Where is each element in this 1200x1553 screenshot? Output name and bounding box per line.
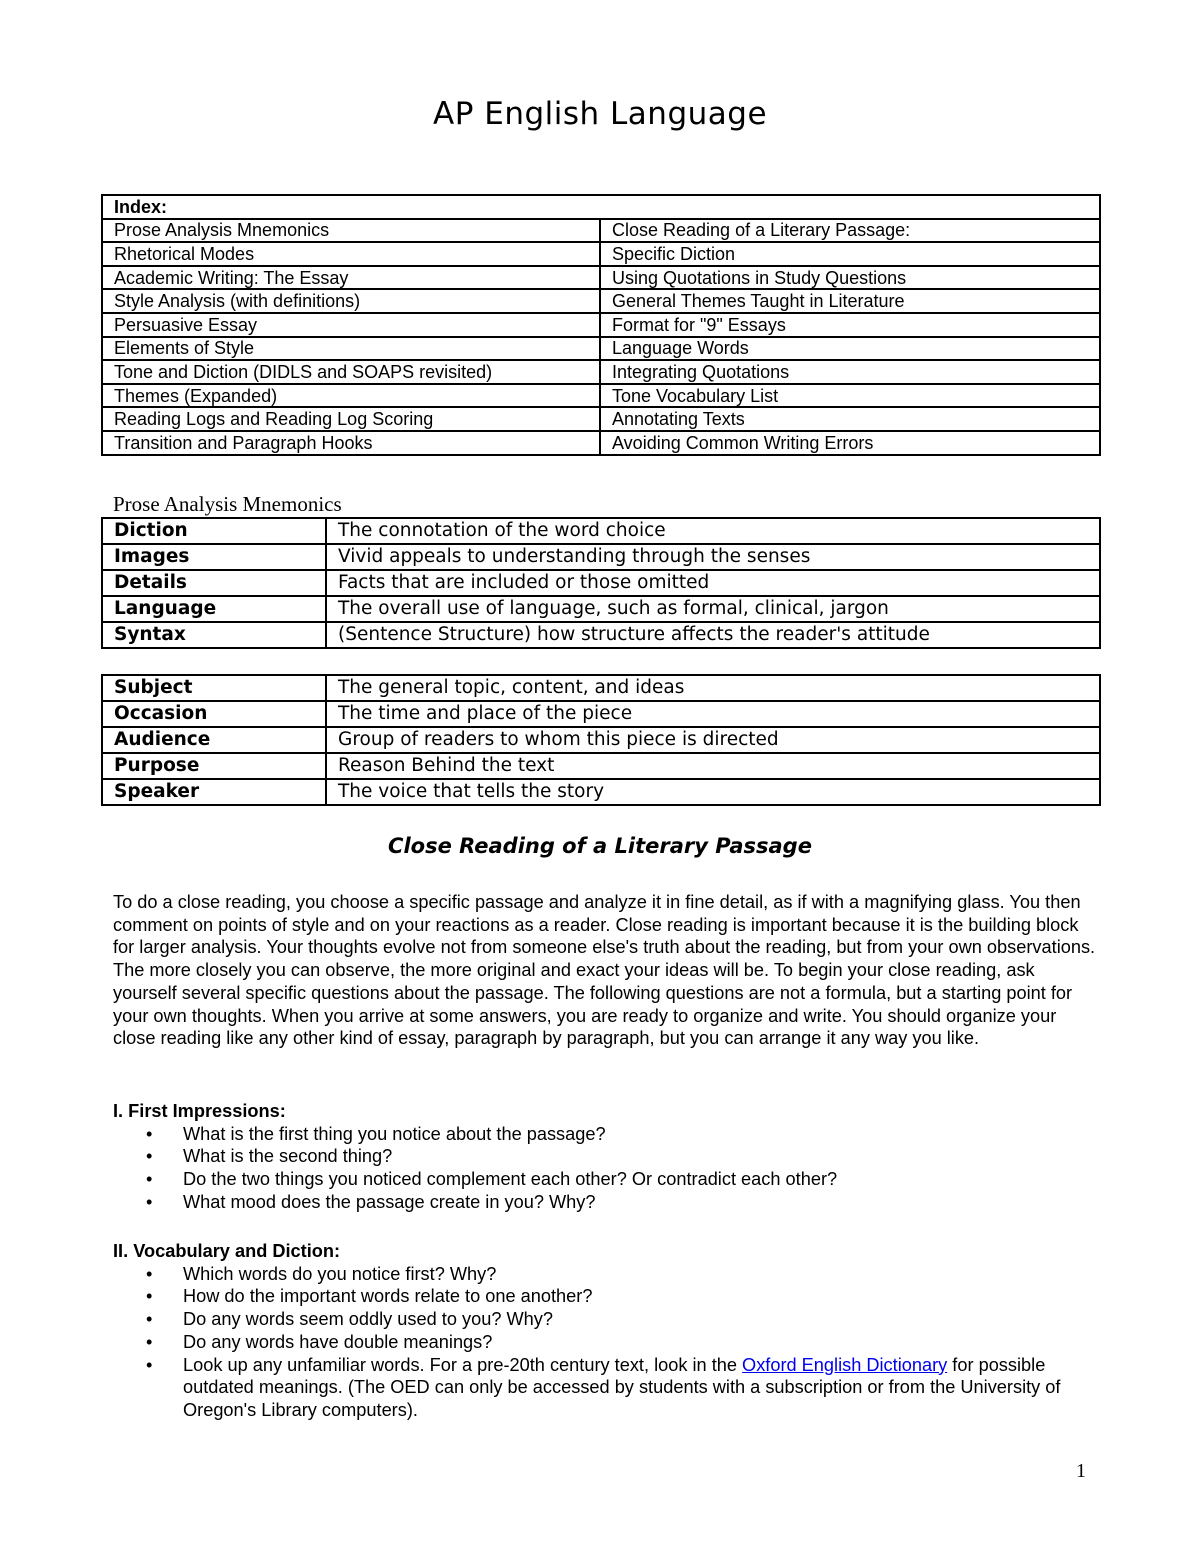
- table-row: [102, 570, 1100, 596]
- question-text: Do any words have double meanings?: [183, 1331, 493, 1352]
- list-item: [113, 1191, 1098, 1214]
- bullet-icon: •: [146, 1286, 153, 1307]
- bullet-icon: •: [146, 1191, 153, 1212]
- definition-cell: The general topic, content, and ideas: [326, 675, 1100, 701]
- table-row: [102, 407, 1100, 431]
- index-item: Reading Logs and Reading Log Scoring: [102, 407, 600, 431]
- lookup-text-after: for possible outdated meanings. (The OED can only be accessed by students with a subscription or from the University of Oregon's Library computers).: [183, 1354, 1061, 1420]
- term-cell: Purpose: [102, 753, 326, 779]
- table-row: [102, 337, 1100, 361]
- vocabulary-section: [113, 1240, 1098, 1422]
- bullet-icon: •: [146, 1146, 153, 1167]
- term-cell: Images: [102, 544, 326, 570]
- section-heading: Close Reading of a Literary Passage: [388, 834, 812, 858]
- list-item: [113, 1285, 1098, 1308]
- term-cell: Language: [102, 596, 326, 622]
- definition-cell: (Sentence Structure) how structure affects the reader's attitude: [326, 622, 1100, 648]
- table-row: [102, 266, 1100, 290]
- list-item: [113, 1263, 1098, 1286]
- definition-cell: The voice that tells the story: [326, 779, 1100, 805]
- question-text: Do the two things you noticed complement each other? Or contradict each other?: [183, 1169, 838, 1190]
- list-item: [113, 1123, 1098, 1146]
- index-item: Style Analysis (with definitions): [102, 289, 600, 313]
- index-heading-row: [102, 195, 1100, 219]
- term-cell: Details: [102, 570, 326, 596]
- index-item: Academic Writing: The Essay: [102, 266, 600, 290]
- section-title: I. First Impressions:: [113, 1101, 286, 1121]
- didls-table: [101, 517, 1101, 649]
- section-title: II. Vocabulary and Diction:: [113, 1241, 341, 1261]
- definition-cell: Vivid appeals to understanding through the senses: [326, 544, 1100, 570]
- definition-cell: The time and place of the piece: [326, 701, 1100, 727]
- index-item: Specific Diction: [600, 242, 1100, 266]
- table-row: [102, 622, 1100, 648]
- index-item: Annotating Texts: [600, 407, 1100, 431]
- question-list: [113, 1263, 1098, 1422]
- question-text: [183, 1355, 1060, 1420]
- term-cell: Syntax: [102, 622, 326, 648]
- definition-cell: Facts that are included or those omitted: [326, 570, 1100, 596]
- index-item: Tone Vocabulary List: [600, 384, 1100, 408]
- mnemonics-caption: Prose Analysis Mnemonics: [113, 492, 342, 516]
- oed-link[interactable]: Oxford English Dictionary: [742, 1354, 948, 1375]
- table-row: [102, 596, 1100, 622]
- list-item: [113, 1145, 1098, 1168]
- question-text: Which words do you notice first? Why?: [183, 1263, 497, 1284]
- term-cell: Speaker: [102, 779, 326, 805]
- list-item: [113, 1168, 1098, 1191]
- table-row: [102, 289, 1100, 313]
- question-text: How do the important words relate to one another?: [183, 1286, 593, 1307]
- table-row: [102, 518, 1100, 544]
- index-item: General Themes Taught in Literature: [600, 289, 1100, 313]
- definition-cell: The overall use of language, such as formal, clinical, jargon: [326, 596, 1100, 622]
- definition-cell: The connotation of the word choice: [326, 518, 1100, 544]
- index-item: Transition and Paragraph Hooks: [102, 431, 600, 455]
- bullet-icon: •: [146, 1123, 153, 1144]
- list-item: [113, 1331, 1098, 1354]
- bullet-icon: •: [146, 1309, 153, 1330]
- table-row: [102, 219, 1100, 243]
- table-row: [102, 313, 1100, 337]
- index-item: Language Words: [600, 337, 1100, 361]
- index-item: Persuasive Essay: [102, 313, 600, 337]
- question-text: What is the first thing you notice about the passage?: [183, 1123, 606, 1144]
- question-text: Do any words seem oddly used to you? Why?: [183, 1309, 554, 1330]
- intro-paragraph: To do a close reading, you choose a specific passage and analyze it in fine detail, as if with a magnifying glass. You then comment on points of style and on your reactions as a reader. Close reading is important because it is the building block for larger analysis. Your thoughts evolve not from someone else's truth about the reading, but from your own observations. The more closely you can observe, the more original and exact your ideas will be. To begin your close reading, ask yourself several specific questions about the passage. The following questions are not a formula, but a starting point for your own thoughts. When you arrive at some answers, you are ready to organize and write. You should organize your close reading like any other kind of essay, paragraph by paragraph, but you can arrange it any way you like.: [113, 892, 1096, 1049]
- table-row: [102, 701, 1100, 727]
- bullet-icon: •: [146, 1331, 153, 1352]
- table-row: [102, 753, 1100, 779]
- page-title: AP English Language: [432, 96, 768, 132]
- index-item: Elements of Style: [102, 337, 600, 361]
- table-row: [102, 544, 1100, 570]
- term-cell: Diction: [102, 518, 326, 544]
- index-item: Prose Analysis Mnemonics: [102, 219, 600, 243]
- table-row: [102, 431, 1100, 455]
- lookup-text-before: Look up any unfamiliar words. For a pre-20th century text, look in the: [183, 1354, 743, 1375]
- index-item: Close Reading of a Literary Passage:: [600, 219, 1100, 243]
- table-row: [102, 360, 1100, 384]
- page-number: 1: [1076, 1460, 1086, 1482]
- list-item: [113, 1308, 1098, 1331]
- index-item: Tone and Diction (DIDLS and SOAPS revisited): [102, 360, 600, 384]
- index-item: Themes (Expanded): [102, 384, 600, 408]
- index-table: [101, 194, 1101, 456]
- term-cell: Occasion: [102, 701, 326, 727]
- list-item: [113, 1354, 1098, 1422]
- definition-cell: Group of readers to whom this piece is directed: [326, 727, 1100, 753]
- table-row: [102, 384, 1100, 408]
- table-row: [102, 675, 1100, 701]
- table-row: [102, 727, 1100, 753]
- bullet-icon: •: [146, 1169, 153, 1190]
- term-cell: Subject: [102, 675, 326, 701]
- question-text: What mood does the passage create in you? Why?: [183, 1191, 596, 1212]
- table-row: [102, 779, 1100, 805]
- soaps-table: [101, 674, 1101, 806]
- bullet-icon: •: [146, 1263, 153, 1284]
- index-item: Avoiding Common Writing Errors: [600, 431, 1100, 455]
- index-item: Using Quotations in Study Questions: [600, 266, 1100, 290]
- question-list: [113, 1123, 1098, 1214]
- index-item: Rhetorical Modes: [102, 242, 600, 266]
- index-heading: Index:: [102, 195, 1100, 219]
- definition-cell: Reason Behind the text: [326, 753, 1100, 779]
- question-text: What is the second thing?: [183, 1146, 393, 1167]
- index-item: Format for "9" Essays: [600, 313, 1100, 337]
- first-impressions-section: [113, 1100, 1098, 1214]
- bullet-icon: •: [146, 1354, 153, 1375]
- table-row: [102, 242, 1100, 266]
- term-cell: Audience: [102, 727, 326, 753]
- index-item: Integrating Quotations: [600, 360, 1100, 384]
